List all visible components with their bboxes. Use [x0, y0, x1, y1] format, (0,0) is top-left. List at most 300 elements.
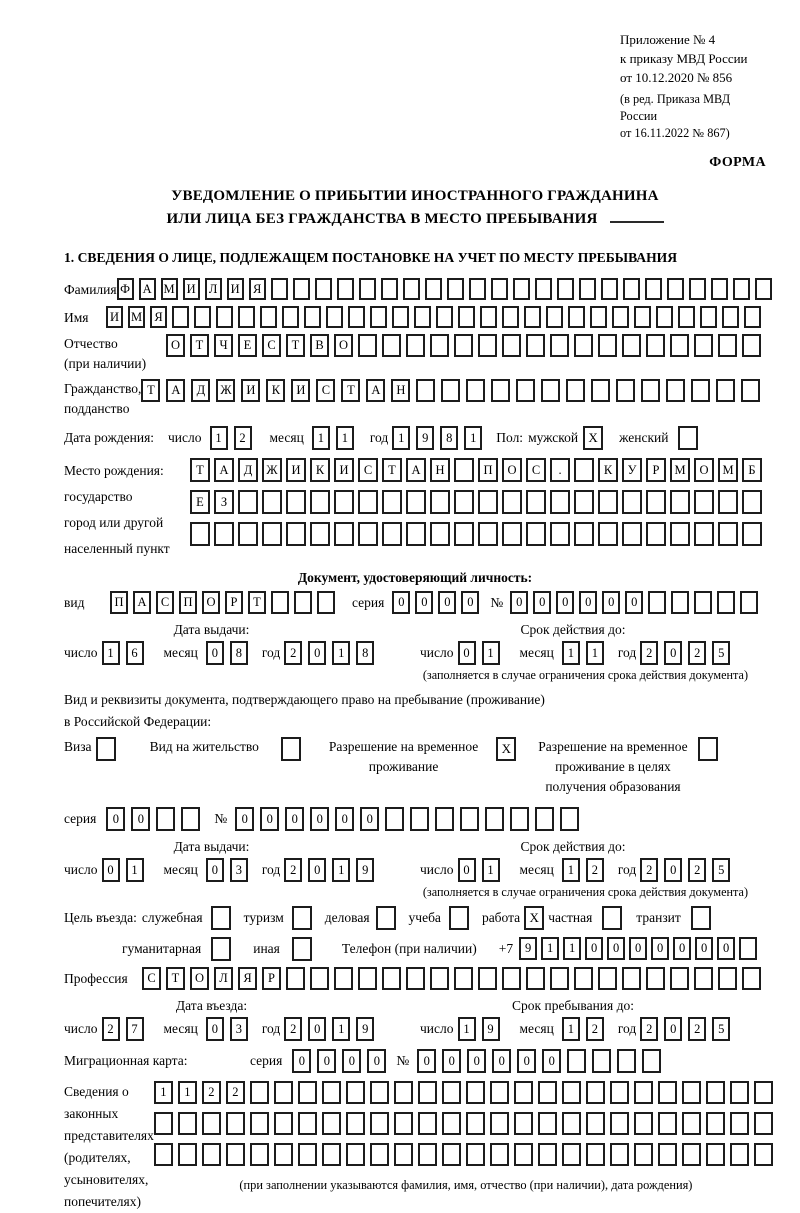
- char-cell[interactable]: 0: [533, 591, 551, 614]
- representatives-row1-cells[interactable]: [154, 1081, 778, 1104]
- char-cell[interactable]: [286, 967, 305, 990]
- char-cell[interactable]: [262, 522, 282, 546]
- char-cell[interactable]: [346, 1081, 365, 1104]
- char-cell[interactable]: 1: [586, 641, 604, 665]
- char-cell[interactable]: [560, 807, 579, 831]
- residence-permit-checkbox[interactable]: [281, 737, 301, 761]
- char-cell[interactable]: А: [214, 458, 234, 482]
- char-cell[interactable]: [541, 379, 560, 402]
- char-cell[interactable]: [376, 906, 396, 930]
- char-cell[interactable]: [691, 906, 711, 930]
- purpose-official-checkbox[interactable]: [211, 906, 231, 930]
- char-cell[interactable]: 3: [230, 1017, 248, 1041]
- char-cell[interactable]: [418, 1081, 437, 1104]
- char-cell[interactable]: 1: [562, 1017, 580, 1041]
- char-cell[interactable]: 1: [458, 1017, 476, 1041]
- char-cell[interactable]: А: [166, 379, 185, 402]
- char-cell[interactable]: [598, 522, 618, 546]
- char-cell[interactable]: 0: [310, 807, 329, 831]
- char-cell[interactable]: [262, 490, 282, 514]
- char-cell[interactable]: [406, 334, 425, 357]
- char-cell[interactable]: [406, 490, 426, 514]
- char-cell[interactable]: 8: [356, 641, 374, 665]
- char-cell[interactable]: 0: [308, 1017, 326, 1041]
- char-cell[interactable]: [617, 1049, 636, 1073]
- char-cell[interactable]: [602, 906, 622, 930]
- char-cell[interactable]: 0: [285, 807, 304, 831]
- char-cell[interactable]: [535, 807, 554, 831]
- char-cell[interactable]: 0: [458, 858, 476, 882]
- char-cell[interactable]: 1: [336, 426, 354, 450]
- char-cell[interactable]: [304, 306, 321, 328]
- char-cell[interactable]: [334, 522, 354, 546]
- char-cell[interactable]: [550, 522, 570, 546]
- char-cell[interactable]: 0: [131, 807, 150, 831]
- char-cell[interactable]: 0: [206, 1017, 224, 1041]
- char-cell[interactable]: [502, 490, 522, 514]
- char-cell[interactable]: [322, 1081, 341, 1104]
- char-cell[interactable]: [514, 1081, 533, 1104]
- char-cell[interactable]: [292, 906, 312, 930]
- char-cell[interactable]: [315, 278, 332, 300]
- char-cell[interactable]: 3: [230, 858, 248, 882]
- char-cell[interactable]: [718, 334, 737, 357]
- char-cell[interactable]: [293, 278, 310, 300]
- until-year-cells[interactable]: [640, 1017, 736, 1041]
- char-cell[interactable]: [326, 306, 343, 328]
- char-cell[interactable]: [622, 967, 641, 990]
- char-cell[interactable]: [425, 278, 442, 300]
- char-cell[interactable]: 2: [586, 1017, 604, 1041]
- residence-series-cells[interactable]: [106, 807, 206, 831]
- char-cell[interactable]: 0: [664, 858, 682, 882]
- char-cell[interactable]: Н: [430, 458, 450, 482]
- char-cell[interactable]: [538, 1143, 557, 1166]
- char-cell[interactable]: [754, 1112, 773, 1135]
- char-cell[interactable]: [658, 1112, 677, 1135]
- char-cell[interactable]: [538, 1112, 557, 1135]
- char-cell[interactable]: [513, 278, 530, 300]
- char-cell[interactable]: Т: [141, 379, 160, 402]
- char-cell[interactable]: О: [502, 458, 522, 482]
- char-cell[interactable]: [658, 1081, 677, 1104]
- char-cell[interactable]: 0: [235, 807, 254, 831]
- char-cell[interactable]: [394, 1112, 413, 1135]
- char-cell[interactable]: [154, 1112, 173, 1135]
- char-cell[interactable]: [194, 306, 211, 328]
- char-cell[interactable]: [358, 967, 377, 990]
- temp-residence-education-checkbox[interactable]: [698, 737, 718, 761]
- char-cell[interactable]: И: [183, 278, 200, 300]
- char-cell[interactable]: [648, 591, 666, 614]
- char-cell[interactable]: [449, 906, 469, 930]
- char-cell[interactable]: 9: [356, 858, 374, 882]
- char-cell[interactable]: [586, 1143, 605, 1166]
- char-cell[interactable]: [634, 1112, 653, 1135]
- char-cell[interactable]: [346, 1112, 365, 1135]
- char-cell[interactable]: Т: [248, 591, 266, 614]
- char-cell[interactable]: 0: [415, 591, 433, 614]
- char-cell[interactable]: 0: [458, 641, 476, 665]
- entry-day-cells[interactable]: [102, 1017, 150, 1041]
- char-cell[interactable]: [418, 1112, 437, 1135]
- issue-day-cells[interactable]: [102, 858, 150, 882]
- char-cell[interactable]: Д: [191, 379, 210, 402]
- char-cell[interactable]: [370, 1081, 389, 1104]
- char-cell[interactable]: З: [214, 490, 234, 514]
- char-cell[interactable]: [466, 1143, 485, 1166]
- char-cell[interactable]: Р: [646, 458, 666, 482]
- char-cell[interactable]: 2: [586, 858, 604, 882]
- char-cell[interactable]: [550, 490, 570, 514]
- char-cell[interactable]: 0: [206, 641, 224, 665]
- profession-cells[interactable]: [142, 967, 766, 990]
- char-cell[interactable]: [586, 1112, 605, 1135]
- migration-number-cells[interactable]: [417, 1049, 667, 1073]
- doc-type-cells[interactable]: [110, 591, 340, 614]
- char-cell[interactable]: [694, 490, 714, 514]
- char-cell[interactable]: 0: [542, 1049, 561, 1073]
- char-cell[interactable]: 0: [206, 858, 224, 882]
- char-cell[interactable]: [526, 334, 545, 357]
- char-cell[interactable]: 2: [202, 1081, 221, 1104]
- char-cell[interactable]: [310, 490, 330, 514]
- char-cell[interactable]: [271, 278, 288, 300]
- char-cell[interactable]: Я: [150, 306, 167, 328]
- char-cell[interactable]: Т: [190, 334, 209, 357]
- char-cell[interactable]: 0: [651, 937, 669, 960]
- char-cell[interactable]: 9: [482, 1017, 500, 1041]
- char-cell[interactable]: [441, 379, 460, 402]
- char-cell[interactable]: [454, 967, 473, 990]
- representatives-row2-cells[interactable]: [154, 1112, 778, 1135]
- char-cell[interactable]: С: [262, 334, 281, 357]
- char-cell[interactable]: [410, 807, 429, 831]
- char-cell[interactable]: Е: [238, 334, 257, 357]
- purpose-other-checkbox[interactable]: [292, 937, 312, 961]
- char-cell[interactable]: [250, 1112, 269, 1135]
- female-checkbox[interactable]: [678, 426, 698, 450]
- char-cell[interactable]: 2: [688, 858, 706, 882]
- char-cell[interactable]: [226, 1143, 245, 1166]
- char-cell[interactable]: [460, 807, 479, 831]
- char-cell[interactable]: М: [161, 278, 178, 300]
- char-cell[interactable]: [382, 967, 401, 990]
- purpose-business-checkbox[interactable]: [376, 906, 396, 930]
- char-cell[interactable]: [742, 967, 761, 990]
- char-cell[interactable]: [579, 278, 596, 300]
- char-cell[interactable]: С: [316, 379, 335, 402]
- char-cell[interactable]: [689, 278, 706, 300]
- char-cell[interactable]: [562, 1081, 581, 1104]
- char-cell[interactable]: [346, 1143, 365, 1166]
- char-cell[interactable]: [370, 1143, 389, 1166]
- char-cell[interactable]: 1: [482, 858, 500, 882]
- char-cell[interactable]: [238, 306, 255, 328]
- char-cell[interactable]: К: [266, 379, 285, 402]
- representatives-row3-cells[interactable]: [154, 1143, 778, 1166]
- char-cell[interactable]: [711, 278, 728, 300]
- char-cell[interactable]: [271, 591, 289, 614]
- char-cell[interactable]: [478, 490, 498, 514]
- char-cell[interactable]: 2: [688, 1017, 706, 1041]
- entry-month-cells[interactable]: [206, 1017, 254, 1041]
- char-cell[interactable]: 1: [563, 937, 581, 960]
- char-cell[interactable]: [574, 334, 593, 357]
- issue-year-cells[interactable]: [284, 641, 380, 665]
- issue-month-cells[interactable]: [206, 858, 254, 882]
- char-cell[interactable]: [754, 1143, 773, 1166]
- char-cell[interactable]: [670, 967, 689, 990]
- char-cell[interactable]: [382, 522, 402, 546]
- char-cell[interactable]: X: [496, 737, 516, 761]
- char-cell[interactable]: О: [334, 334, 353, 357]
- char-cell[interactable]: 0: [438, 591, 456, 614]
- char-cell[interactable]: [202, 1143, 221, 1166]
- char-cell[interactable]: [394, 1081, 413, 1104]
- char-cell[interactable]: 1: [332, 858, 350, 882]
- char-cell[interactable]: А: [133, 591, 151, 614]
- char-cell[interactable]: 1: [178, 1081, 197, 1104]
- char-cell[interactable]: [524, 306, 541, 328]
- char-cell[interactable]: [557, 278, 574, 300]
- char-cell[interactable]: [591, 379, 610, 402]
- char-cell[interactable]: И: [106, 306, 123, 328]
- char-cell[interactable]: 0: [360, 807, 379, 831]
- char-cell[interactable]: С: [358, 458, 378, 482]
- char-cell[interactable]: 0: [102, 858, 120, 882]
- char-cell[interactable]: [181, 807, 200, 831]
- char-cell[interactable]: 2: [640, 1017, 658, 1041]
- char-cell[interactable]: [535, 278, 552, 300]
- char-cell[interactable]: [658, 1143, 677, 1166]
- purpose-tourism-checkbox[interactable]: [292, 906, 312, 930]
- char-cell[interactable]: [739, 937, 757, 960]
- char-cell[interactable]: [694, 334, 713, 357]
- char-cell[interactable]: X: [524, 906, 544, 930]
- char-cell[interactable]: Ф: [117, 278, 134, 300]
- char-cell[interactable]: [634, 1081, 653, 1104]
- char-cell[interactable]: С: [156, 591, 174, 614]
- char-cell[interactable]: 1: [332, 641, 350, 665]
- male-checkbox[interactable]: [583, 426, 603, 450]
- char-cell[interactable]: [682, 1112, 701, 1135]
- char-cell[interactable]: [430, 522, 450, 546]
- expiry-day-cells[interactable]: [458, 641, 506, 665]
- char-cell[interactable]: [447, 278, 464, 300]
- char-cell[interactable]: [682, 1143, 701, 1166]
- char-cell[interactable]: [526, 522, 546, 546]
- char-cell[interactable]: 2: [688, 641, 706, 665]
- char-cell[interactable]: [574, 967, 593, 990]
- birth-month-cells[interactable]: [312, 426, 360, 450]
- char-cell[interactable]: У: [622, 458, 642, 482]
- char-cell[interactable]: [298, 1143, 317, 1166]
- issue-month-cells[interactable]: [206, 641, 254, 665]
- char-cell[interactable]: [666, 379, 685, 402]
- char-cell[interactable]: [730, 1143, 749, 1166]
- char-cell[interactable]: [406, 967, 425, 990]
- char-cell[interactable]: 1: [562, 858, 580, 882]
- char-cell[interactable]: [610, 1112, 629, 1135]
- char-cell[interactable]: П: [179, 591, 197, 614]
- char-cell[interactable]: 0: [717, 937, 735, 960]
- char-cell[interactable]: 0: [417, 1049, 436, 1073]
- char-cell[interactable]: [370, 1112, 389, 1135]
- char-cell[interactable]: [385, 807, 404, 831]
- char-cell[interactable]: [574, 458, 594, 482]
- char-cell[interactable]: 0: [442, 1049, 461, 1073]
- char-cell[interactable]: [310, 967, 329, 990]
- char-cell[interactable]: [641, 379, 660, 402]
- char-cell[interactable]: 1: [154, 1081, 173, 1104]
- char-cell[interactable]: [590, 306, 607, 328]
- char-cell[interactable]: [612, 306, 629, 328]
- char-cell[interactable]: [568, 306, 585, 328]
- char-cell[interactable]: [722, 306, 739, 328]
- char-cell[interactable]: [382, 490, 402, 514]
- char-cell[interactable]: [317, 591, 335, 614]
- char-cell[interactable]: [740, 591, 758, 614]
- char-cell[interactable]: 0: [585, 937, 603, 960]
- char-cell[interactable]: [394, 1143, 413, 1166]
- char-cell[interactable]: 0: [292, 1049, 311, 1073]
- char-cell[interactable]: И: [227, 278, 244, 300]
- char-cell[interactable]: 9: [416, 426, 434, 450]
- char-cell[interactable]: 1: [312, 426, 330, 450]
- char-cell[interactable]: Т: [382, 458, 402, 482]
- firstname-cells[interactable]: [106, 306, 766, 328]
- char-cell[interactable]: К: [310, 458, 330, 482]
- char-cell[interactable]: [274, 1112, 293, 1135]
- char-cell[interactable]: [622, 334, 641, 357]
- char-cell[interactable]: М: [670, 458, 690, 482]
- char-cell[interactable]: О: [190, 967, 209, 990]
- char-cell[interactable]: А: [139, 278, 156, 300]
- char-cell[interactable]: [154, 1143, 173, 1166]
- char-cell[interactable]: 8: [230, 641, 248, 665]
- char-cell[interactable]: 5: [712, 641, 730, 665]
- char-cell[interactable]: [694, 967, 713, 990]
- char-cell[interactable]: Я: [238, 967, 257, 990]
- char-cell[interactable]: [741, 379, 760, 402]
- birth-year-cells[interactable]: [392, 426, 488, 450]
- char-cell[interactable]: [214, 522, 234, 546]
- char-cell[interactable]: Я: [249, 278, 266, 300]
- char-cell[interactable]: [466, 1112, 485, 1135]
- char-cell[interactable]: [490, 1143, 509, 1166]
- char-cell[interactable]: Ж: [262, 458, 282, 482]
- char-cell[interactable]: 2: [226, 1081, 245, 1104]
- char-cell[interactable]: [546, 306, 563, 328]
- issue-day-cells[interactable]: [102, 641, 150, 665]
- char-cell[interactable]: Т: [341, 379, 360, 402]
- char-cell[interactable]: [337, 278, 354, 300]
- char-cell[interactable]: 0: [510, 591, 528, 614]
- char-cell[interactable]: 9: [356, 1017, 374, 1041]
- char-cell[interactable]: Б: [742, 458, 762, 482]
- char-cell[interactable]: [691, 379, 710, 402]
- birthplace-row1-cells[interactable]: [190, 458, 766, 482]
- char-cell[interactable]: [733, 278, 750, 300]
- char-cell[interactable]: [634, 306, 651, 328]
- char-cell[interactable]: [730, 1112, 749, 1135]
- char-cell[interactable]: [718, 522, 738, 546]
- char-cell[interactable]: [706, 1143, 725, 1166]
- char-cell[interactable]: [334, 967, 353, 990]
- char-cell[interactable]: [310, 522, 330, 546]
- char-cell[interactable]: [516, 379, 535, 402]
- char-cell[interactable]: [694, 522, 714, 546]
- char-cell[interactable]: [670, 522, 690, 546]
- char-cell[interactable]: [478, 522, 498, 546]
- char-cell[interactable]: 1: [102, 641, 120, 665]
- until-month-cells[interactable]: [562, 1017, 610, 1041]
- char-cell[interactable]: Л: [214, 967, 233, 990]
- char-cell[interactable]: 0: [467, 1049, 486, 1073]
- issue-year-cells[interactable]: [284, 858, 380, 882]
- char-cell[interactable]: М: [718, 458, 738, 482]
- char-cell[interactable]: [586, 1081, 605, 1104]
- char-cell[interactable]: [292, 937, 312, 961]
- char-cell[interactable]: [358, 334, 377, 357]
- until-day-cells[interactable]: [458, 1017, 506, 1041]
- char-cell[interactable]: 0: [625, 591, 643, 614]
- char-cell[interactable]: Р: [262, 967, 281, 990]
- char-cell[interactable]: [178, 1143, 197, 1166]
- char-cell[interactable]: [622, 522, 642, 546]
- purpose-transit-checkbox[interactable]: [691, 906, 711, 930]
- char-cell[interactable]: [454, 458, 474, 482]
- char-cell[interactable]: 0: [607, 937, 625, 960]
- char-cell[interactable]: Ч: [214, 334, 233, 357]
- char-cell[interactable]: А: [366, 379, 385, 402]
- char-cell[interactable]: 0: [556, 591, 574, 614]
- char-cell[interactable]: [435, 807, 454, 831]
- doc-series-cells[interactable]: [392, 591, 484, 614]
- char-cell[interactable]: [698, 737, 718, 761]
- char-cell[interactable]: 0: [602, 591, 620, 614]
- char-cell[interactable]: [623, 278, 640, 300]
- char-cell[interactable]: [226, 1112, 245, 1135]
- char-cell[interactable]: [567, 1049, 586, 1073]
- char-cell[interactable]: 1: [332, 1017, 350, 1041]
- char-cell[interactable]: [742, 522, 762, 546]
- char-cell[interactable]: [238, 522, 258, 546]
- char-cell[interactable]: 1: [541, 937, 559, 960]
- char-cell[interactable]: [574, 522, 594, 546]
- char-cell[interactable]: [260, 306, 277, 328]
- char-cell[interactable]: [211, 906, 231, 930]
- char-cell[interactable]: И: [241, 379, 260, 402]
- char-cell[interactable]: [502, 522, 522, 546]
- char-cell[interactable]: 0: [673, 937, 691, 960]
- temp-residence-checkbox[interactable]: [496, 737, 516, 761]
- char-cell[interactable]: [466, 379, 485, 402]
- char-cell[interactable]: [742, 334, 761, 357]
- char-cell[interactable]: [359, 278, 376, 300]
- char-cell[interactable]: Е: [190, 490, 210, 514]
- char-cell[interactable]: [348, 306, 365, 328]
- char-cell[interactable]: О: [166, 334, 185, 357]
- purpose-private-checkbox[interactable]: [602, 906, 622, 930]
- expiry-year-cells[interactable]: [640, 858, 736, 882]
- char-cell[interactable]: [238, 490, 258, 514]
- char-cell[interactable]: [670, 334, 689, 357]
- char-cell[interactable]: О: [694, 458, 714, 482]
- char-cell[interactable]: [294, 591, 312, 614]
- char-cell[interactable]: [414, 306, 431, 328]
